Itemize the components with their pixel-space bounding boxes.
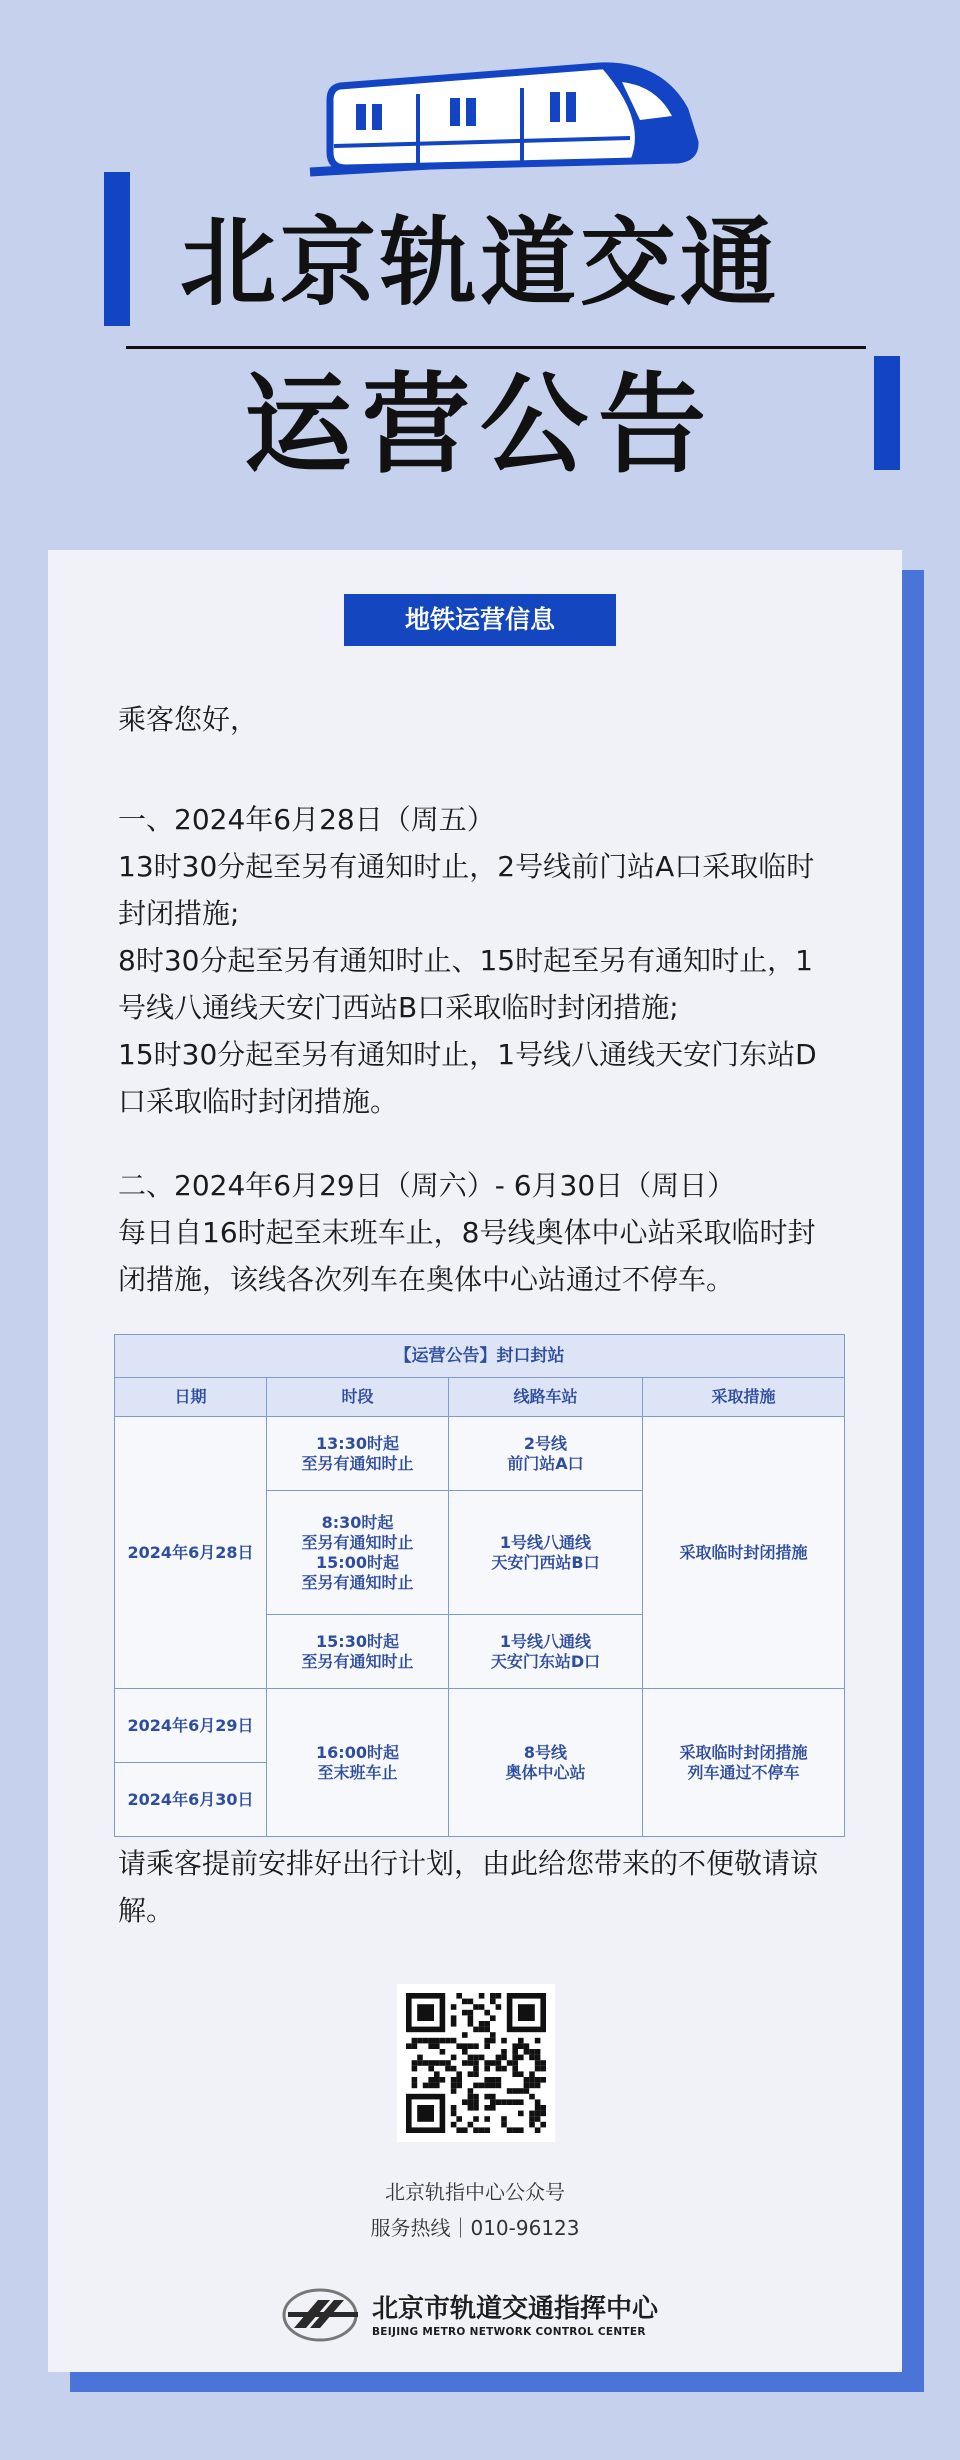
organization-name: 北京市轨道交通指挥中心 xyxy=(372,2294,659,2324)
section-heading: 一、2024年6月28日（周五） xyxy=(118,803,495,836)
station-cell: 8号线 奥体中心站 xyxy=(449,1689,643,1837)
section-line: 13时30分起至另有通知时止，2号线前门站A口采取临时 xyxy=(118,850,815,883)
closing-line: 解。 xyxy=(118,1894,175,1927)
date-cell: 2024年6月30日 xyxy=(115,1763,267,1837)
organization-logo xyxy=(280,2286,680,2346)
title-divider xyxy=(126,346,866,349)
section-line: 每日自16时起至末班车止，8号线奥体中心站采取临时封 xyxy=(118,1216,816,1249)
measure-cell: 采取临时封闭措施 xyxy=(643,1417,845,1689)
section-line: 闭措施，该线各次列车在奥体中心站通过不停车。 xyxy=(118,1263,735,1296)
section-line: 15时30分起至另有通知时止，1号线八通线天安门东站D xyxy=(118,1038,817,1071)
column-header: 采取措施 xyxy=(643,1378,845,1417)
column-header: 时段 xyxy=(267,1378,449,1417)
column-header: 日期 xyxy=(115,1378,267,1417)
metro-logo-icon xyxy=(280,2286,364,2344)
column-header: 线路车站 xyxy=(449,1378,643,1417)
station-cell: 2号线 前门站A口 xyxy=(449,1417,643,1491)
section-line: 口采取临时封闭措施。 xyxy=(118,1085,399,1118)
greeting: 乘客您好， xyxy=(118,703,259,736)
section-line: 封闭措施; xyxy=(118,897,240,930)
section-line: 号线八通线天安门西站B口采取临时封闭措施; xyxy=(118,991,679,1024)
date-cell: 2024年6月29日 xyxy=(115,1689,267,1763)
page-subtitle: 运营公告 xyxy=(243,363,716,488)
section-heading: 二、2024年6月29日（周六）- 6月30日（周日） xyxy=(118,1169,736,1202)
station-cell: 1号线八通线 天安门西站B口 xyxy=(449,1491,643,1615)
time-cell: 8:30时起 至另有通知时止 15:00时起 至另有通知时止 xyxy=(267,1491,449,1615)
section-line: 8时30分起至另有通知时止、15时起至另有通知时止，1 xyxy=(118,944,813,977)
qr-code[interactable] xyxy=(397,1984,555,2142)
time-cell: 13:30时起 至另有通知时止 xyxy=(267,1417,449,1491)
service-hotline: 服务热线｜010-96123 xyxy=(370,2216,580,2240)
account-name: 北京轨指中心公众号 xyxy=(385,2180,565,2204)
closure-table xyxy=(114,1334,844,1837)
notice-section-2 xyxy=(118,1162,848,1303)
section-badge: 地铁运营信息 xyxy=(344,594,616,646)
notice-card xyxy=(48,550,902,2372)
organization-name-en: BEIJING METRO NETWORK CONTROL CENTER xyxy=(372,2326,646,2338)
time-cell: 15:30时起 至另有通知时止 xyxy=(267,1615,449,1689)
table-row xyxy=(115,1689,845,1763)
notice-section-1 xyxy=(118,796,848,1125)
measure-cell: 采取临时封闭措施 列车通过不停车 xyxy=(643,1689,845,1837)
train-illustration xyxy=(300,50,700,200)
time-cell: 16:00时起 至末班车止 xyxy=(267,1689,449,1837)
closing-note xyxy=(118,1840,848,1934)
date-cell: 2024年6月28日 xyxy=(115,1417,267,1689)
page-title: 北京轨道交通 xyxy=(180,207,780,319)
station-cell: 1号线八通线 天安门东站D口 xyxy=(449,1615,643,1689)
table-caption: 【运营公告】封口封站 xyxy=(115,1335,845,1378)
table-row xyxy=(115,1417,845,1491)
closing-line: 请乘客提前安排好出行计划，由此给您带来的不便敬请谅 xyxy=(118,1847,819,1880)
